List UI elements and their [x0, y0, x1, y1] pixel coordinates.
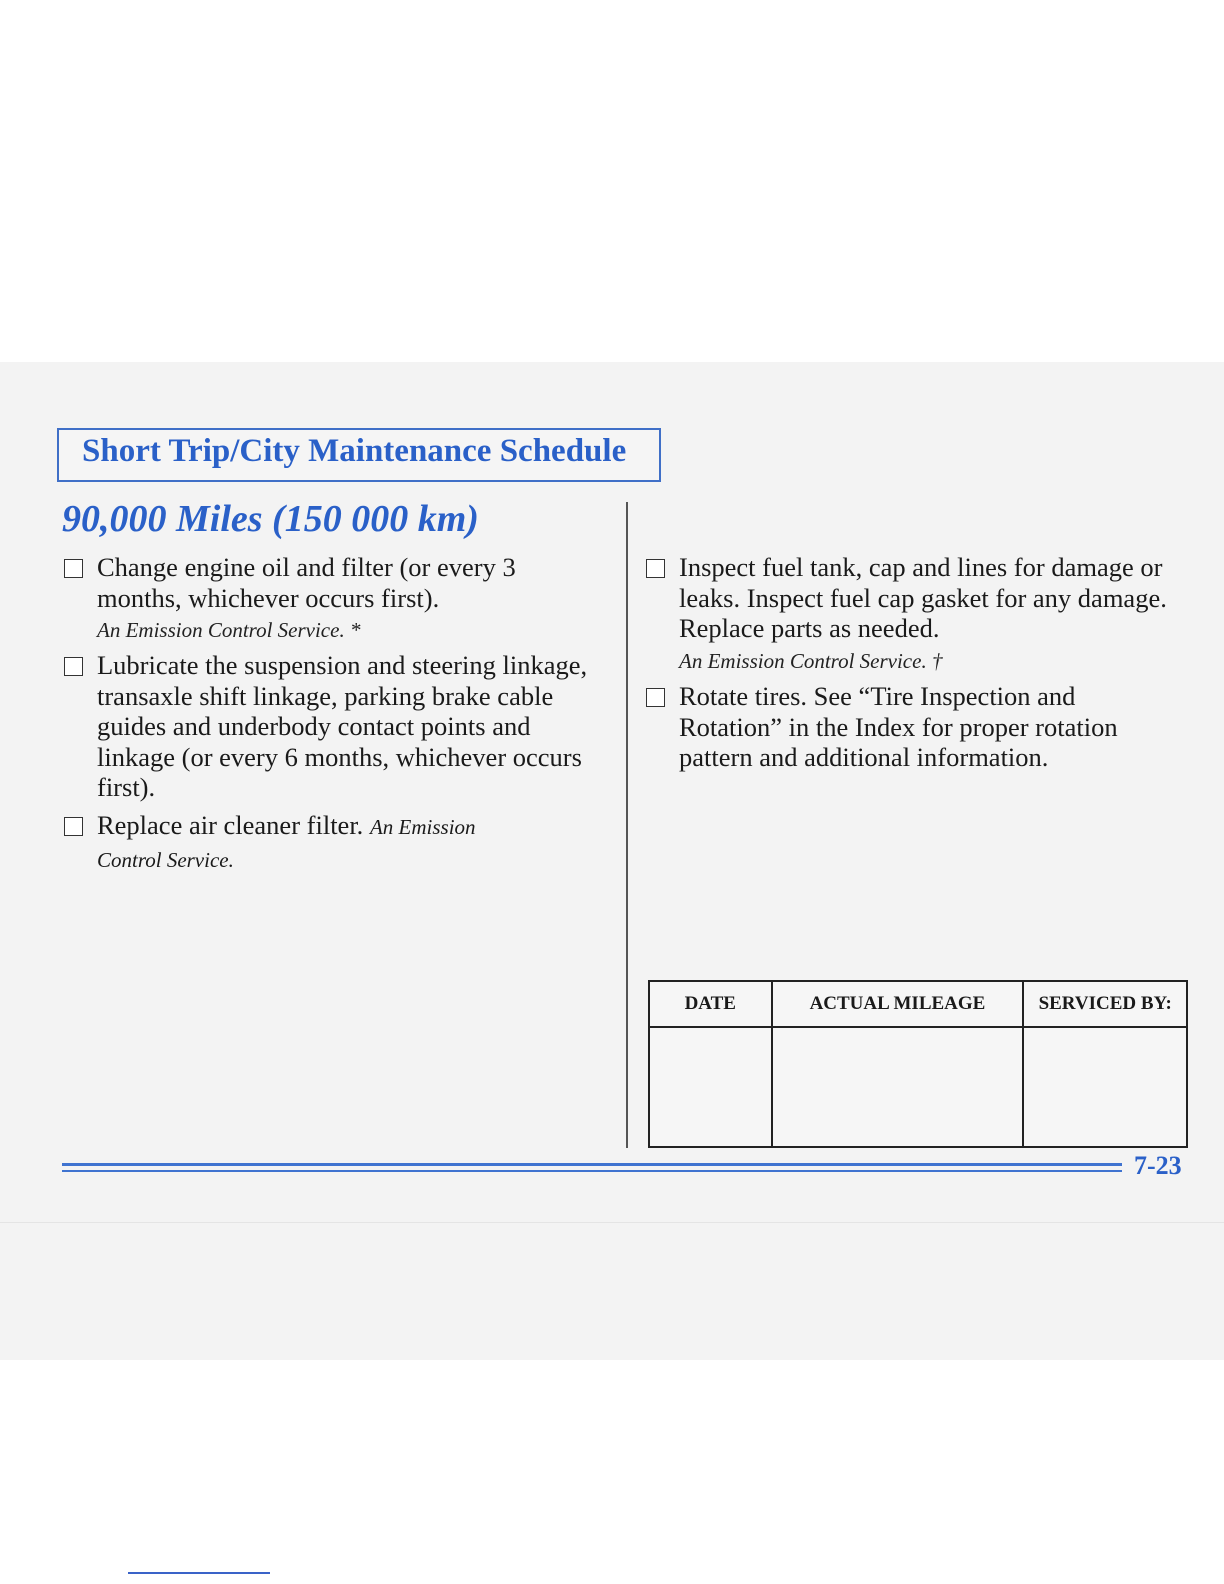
service-log-table	[648, 980, 1188, 1148]
checklist-item-oil	[64, 552, 564, 646]
date-cell[interactable]	[649, 1027, 772, 1147]
item-text: Inspect fuel tank, cap and lines for damage or leaks. Inspect fuel cap gasket for any damage. Replace parts as needed.	[679, 552, 1167, 643]
table-header-row	[649, 981, 1187, 1027]
divider	[0, 1222, 1224, 1223]
checkbox[interactable]	[646, 688, 665, 707]
item-note: An Emission Control Service.	[97, 815, 476, 872]
column-header-date: DATE	[649, 981, 772, 1027]
serviced-by-cell[interactable]	[1023, 1027, 1187, 1147]
column-divider	[626, 502, 628, 1148]
footer-rule	[62, 1163, 1122, 1166]
item-note: An Emission Control Service. †	[679, 648, 943, 673]
item-text: Lubricate the suspension and steering linkage, transaxle shift linkage, parking brake cable guides and underbody contact points and linkage (or every 6 months, whichever occurs first).	[97, 650, 588, 802]
checklist-item-air-filter	[64, 810, 534, 875]
column-header-serviced-by: SERVICED BY:	[1023, 981, 1187, 1027]
checklist-item-rotate-tires	[646, 681, 1176, 773]
footer-rule	[62, 1170, 1122, 1172]
divider	[128, 1572, 270, 1574]
checklist-item-fuel-tank	[646, 552, 1186, 676]
item-note: An Emission Control Service. *	[97, 618, 361, 642]
item-text: Replace air cleaner filter.	[97, 810, 364, 840]
item-text: Change engine oil and filter (or every 3 months, whichever occurs first).	[97, 552, 516, 613]
checklist-item-lubricate	[64, 650, 594, 803]
mileage-cell[interactable]	[772, 1027, 1024, 1147]
interval-heading: 90,000 Miles (150 000 km)	[62, 498, 479, 540]
checkbox[interactable]	[64, 657, 83, 676]
checkbox[interactable]	[646, 559, 665, 578]
item-text: Rotate tires. See “Tire Inspection and Rotation” in the Index for proper rotation pattern and additional information.	[679, 681, 1118, 772]
checkbox[interactable]	[64, 559, 83, 578]
page-number: 7-23	[1134, 1151, 1182, 1180]
column-header-actual-mileage: ACTUAL MILEAGE	[772, 981, 1024, 1027]
table-row	[649, 1027, 1187, 1147]
section-title: Short Trip/City Maintenance Schedule	[82, 433, 627, 469]
checkbox[interactable]	[64, 817, 83, 836]
